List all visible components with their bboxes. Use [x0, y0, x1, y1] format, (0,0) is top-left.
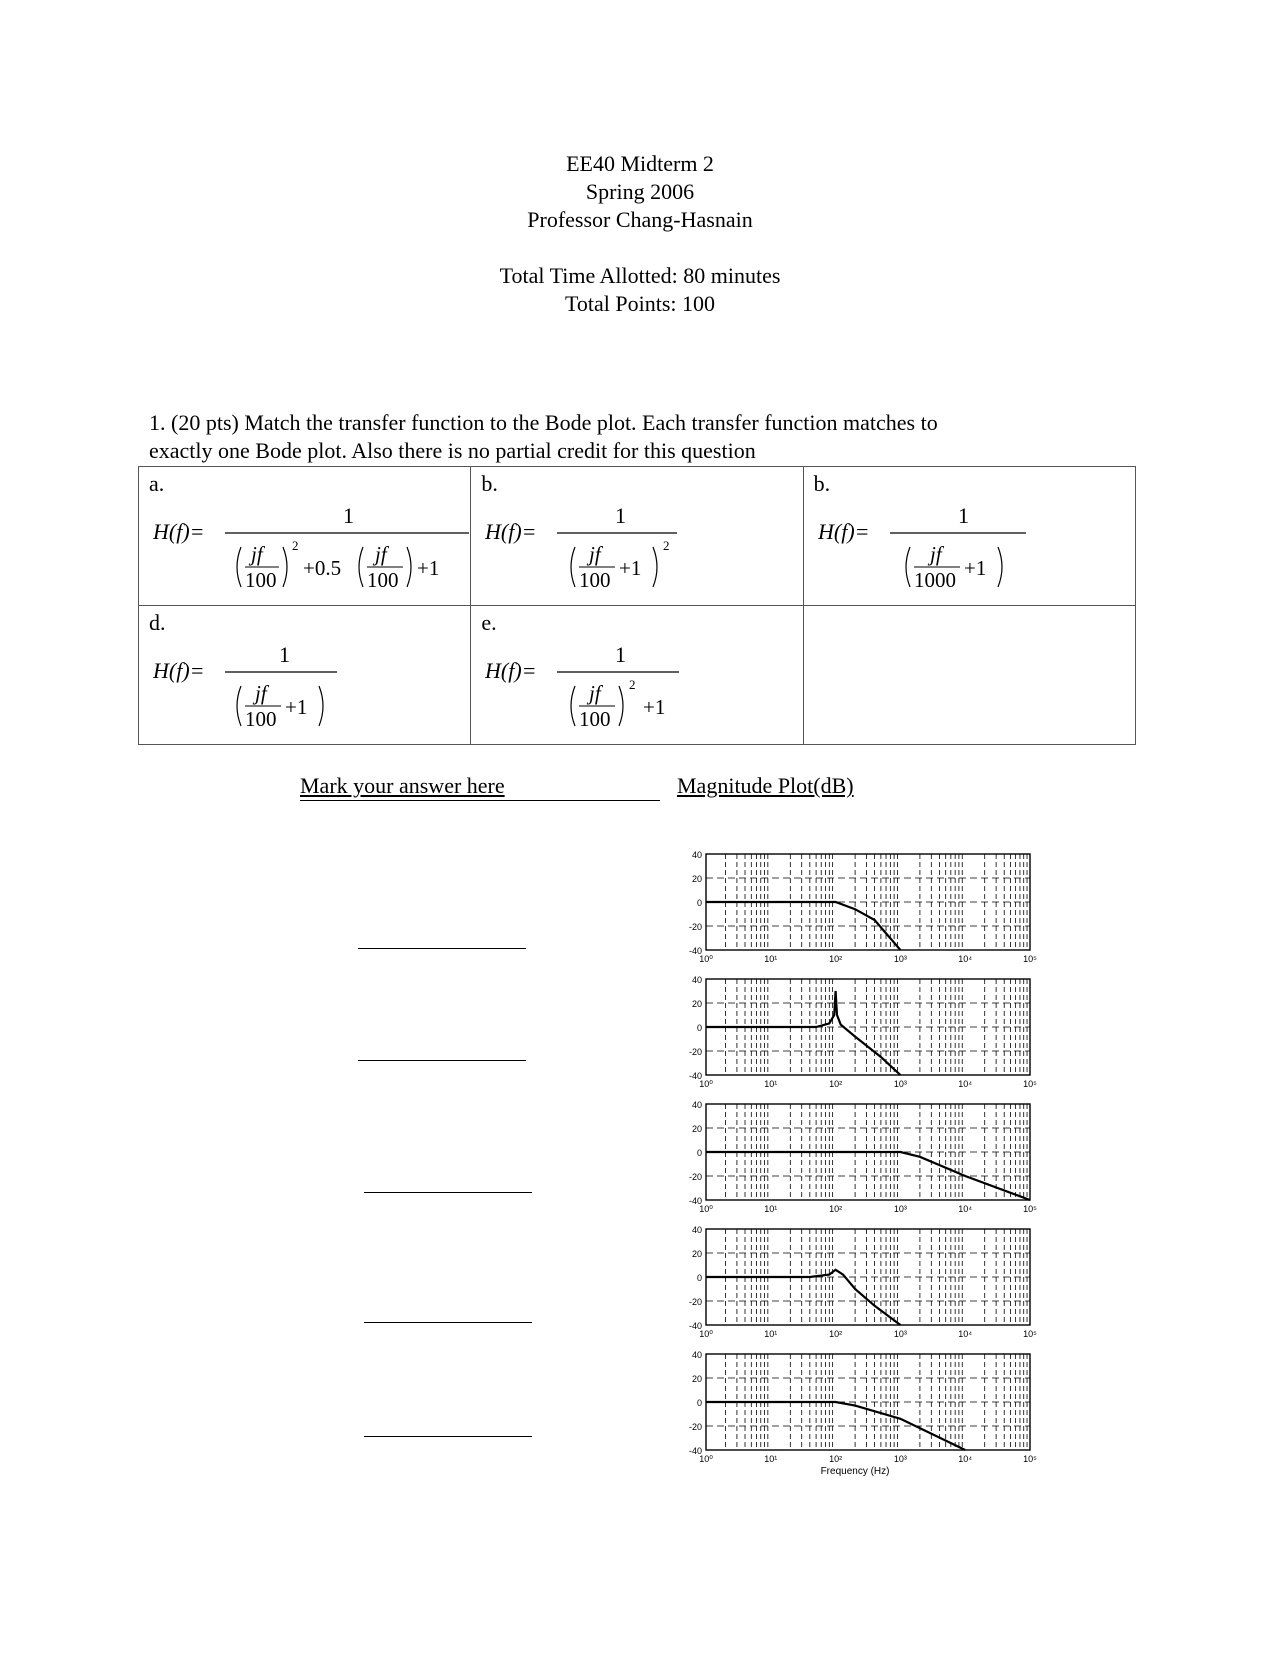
x-tick-label: 10²: [829, 1079, 843, 1089]
professor: Professor Chang-Hasnain: [527, 207, 753, 232]
x-tick-label: 10⁵: [1023, 1329, 1037, 1339]
y-tick-label: 20: [691, 1124, 702, 1134]
frac-num: jf: [589, 681, 601, 705]
x-tick-label: 10⁴: [958, 954, 973, 964]
tf-lhs: H(f)=: [485, 658, 537, 683]
term1-num: jf: [251, 542, 263, 566]
y-tick-label: 20: [691, 999, 702, 1009]
heading-underline: [300, 800, 660, 801]
frac-den: 100: [245, 707, 277, 731]
x-tick-label: 10²: [829, 1454, 843, 1464]
y-tick-label: -40: [688, 1196, 702, 1206]
y-tick-label: 20: [691, 1249, 702, 1259]
y-tick-label: 40: [691, 1225, 702, 1235]
x-tick-label: 10¹: [764, 1329, 778, 1339]
x-tick-label: 10¹: [764, 1079, 778, 1089]
time-allotted: Total Time Allotted: 80 minutes: [499, 263, 781, 288]
tf-numerator: 1: [957, 503, 969, 528]
tf-lhs: H(f)=: [153, 519, 205, 544]
tf-tail: +1: [619, 556, 642, 580]
y-tick-label: -20: [688, 1047, 702, 1057]
x-tick-label: 10³: [893, 1079, 907, 1089]
bode-plots-svg: [676, 846, 1046, 1486]
y-tick-label: 40: [691, 1100, 702, 1110]
x-tick-label: 10⁴: [958, 1204, 973, 1214]
exam-header: [0, 150, 1280, 318]
x-axis-label: Frequency (Hz): [820, 1466, 890, 1477]
tf-tail: +1: [285, 695, 308, 719]
course-title: EE40 Midterm 2: [566, 151, 714, 176]
tf-cell-b1: [471, 467, 803, 606]
bode-plots: [676, 846, 1046, 1491]
term1-exp: 2: [292, 538, 299, 553]
total-points: Total Points: 100: [564, 291, 716, 316]
answer-line-5[interactable]: [364, 1436, 532, 1437]
x-tick-label: 10²: [829, 954, 843, 964]
x-tick-label: 10⁵: [1023, 1454, 1037, 1464]
y-tick-label: 0: [696, 1398, 702, 1408]
x-tick-label: 10⁰: [699, 1329, 713, 1339]
y-tick-label: -20: [688, 1297, 702, 1307]
x-tick-label: 10³: [893, 954, 907, 964]
tf-equation-d: [153, 634, 463, 749]
x-tick-label: 10¹: [764, 1204, 778, 1214]
term2-den: 100: [367, 568, 399, 592]
x-tick-label: 10³: [893, 1204, 907, 1214]
magnitude-curve: [706, 991, 900, 1075]
tf-equation-e: [485, 634, 795, 749]
answer-line-1[interactable]: [358, 948, 526, 949]
y-tick-label: 40: [691, 1350, 702, 1360]
x-tick-label: 10²: [829, 1204, 843, 1214]
y-tick-label: -20: [688, 922, 702, 932]
tf-tail: +1: [417, 556, 440, 580]
tf-tail: +1: [643, 695, 666, 719]
answer-line-3[interactable]: [364, 1192, 532, 1193]
x-tick-label: 10⁰: [699, 1079, 713, 1089]
y-tick-label: -20: [688, 1422, 702, 1432]
tf-cell-e: [471, 606, 803, 745]
tf-exp: 2: [629, 677, 636, 692]
frac-num: jf: [255, 681, 267, 705]
tf-numerator: 1: [279, 642, 290, 667]
y-tick-label: 40: [691, 850, 702, 860]
plot-column-heading: Magnitude Plot(dB): [677, 773, 854, 798]
magnitude-curve: [706, 1270, 900, 1325]
x-tick-label: 10¹: [764, 954, 778, 964]
y-tick-label: 20: [691, 874, 702, 884]
tf-lhs: H(f)=: [485, 519, 537, 544]
x-tick-label: 10⁰: [699, 1204, 713, 1214]
tf-label: a.: [149, 471, 165, 496]
tf-numerator: 1: [343, 503, 354, 528]
x-tick-label: 10⁰: [699, 1454, 713, 1464]
frac-num: jf: [589, 542, 601, 566]
y-tick-label: -40: [688, 946, 702, 956]
x-tick-label: 10²: [829, 1329, 843, 1339]
y-tick-label: 0: [696, 1273, 702, 1283]
x-tick-label: 10⁵: [1023, 1204, 1037, 1214]
x-tick-label: 10⁴: [958, 1454, 973, 1464]
y-tick-label: 0: [696, 1023, 702, 1033]
y-tick-label: -40: [688, 1321, 702, 1331]
tf-cell-b2: [803, 467, 1135, 606]
tf-lhs: H(f)=: [153, 658, 205, 683]
x-tick-label: 10³: [893, 1329, 907, 1339]
x-tick-label: 10¹: [764, 1454, 778, 1464]
y-tick-label: -40: [688, 1446, 702, 1456]
term: Spring 2006: [585, 179, 695, 204]
tf-label: d.: [149, 610, 166, 635]
answer-column-heading: Mark your answer here: [300, 773, 505, 798]
tf-numerator: 1: [615, 642, 627, 667]
tf-label: e.: [481, 610, 497, 635]
tf-equation-b2: [818, 495, 1128, 610]
tf-exp: 2: [663, 538, 670, 553]
tf-mid: +0.5: [303, 556, 342, 580]
y-tick-label: 40: [691, 975, 702, 985]
tf-lhs: H(f)=: [817, 519, 870, 544]
tf-numerator: 1: [615, 503, 627, 528]
frac-den: 100: [579, 707, 611, 731]
answer-line-4[interactable]: [364, 1322, 532, 1323]
x-tick-label: 10⁰: [699, 954, 713, 964]
frac-den: 100: [579, 568, 611, 592]
term2-num: jf: [375, 542, 387, 566]
tf-tail: +1: [963, 556, 986, 580]
y-tick-label: 0: [696, 898, 702, 908]
x-tick-label: 10⁴: [958, 1079, 973, 1089]
y-tick-label: -40: [688, 1071, 702, 1081]
y-tick-label: 0: [696, 1148, 702, 1158]
tf-equation-a: [153, 495, 473, 610]
tf-equation-b1: [485, 495, 795, 610]
term1-den: 100: [245, 568, 277, 592]
tf-cell-a: [139, 467, 471, 606]
x-tick-label: 10⁵: [1023, 1079, 1037, 1089]
question-line-1: 1. (20 pts) Match the transfer function to the Bode plot. Each transfer function matches to: [149, 410, 938, 435]
frac-den: 1000: [913, 568, 956, 592]
y-tick-label: -20: [688, 1172, 702, 1182]
x-tick-label: 10⁵: [1023, 954, 1037, 964]
question-1: [149, 409, 1149, 465]
tf-label: b.: [813, 471, 831, 496]
question-line-2: exactly one Bode plot. Also there is no partial credit for this question: [149, 438, 756, 463]
frac-num: jf: [929, 542, 942, 566]
y-tick-label: 20: [691, 1374, 702, 1384]
tf-cell-empty: [803, 606, 1135, 745]
x-tick-label: 10⁴: [958, 1329, 973, 1339]
answer-line-2[interactable]: [358, 1060, 526, 1061]
tf-cell-d: [139, 606, 471, 745]
transfer-function-table: [138, 466, 1136, 745]
x-tick-label: 10³: [893, 1454, 907, 1464]
tf-label: b.: [481, 471, 498, 496]
